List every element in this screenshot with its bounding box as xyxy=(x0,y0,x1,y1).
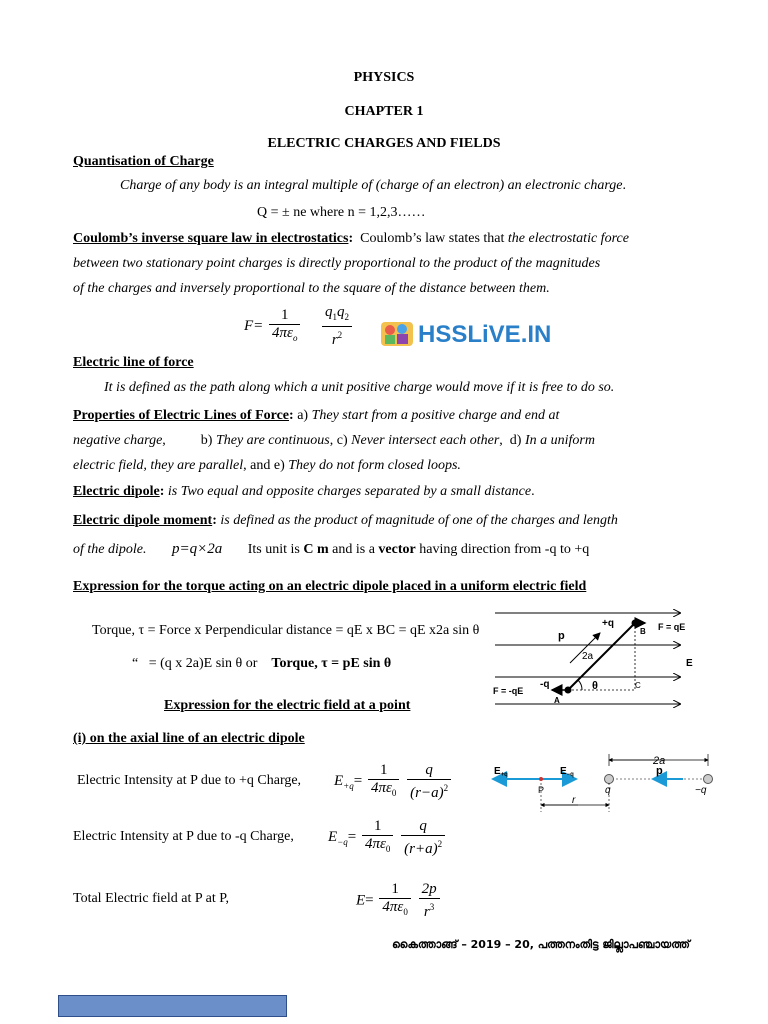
svg-text:P: P xyxy=(538,785,545,795)
dipole-moment-heading: Electric dipole moment xyxy=(73,513,213,528)
line-of-force-heading: Electric line of force xyxy=(73,355,194,370)
chapter-title: CHAPTER 1 xyxy=(344,104,424,119)
line-of-force-text: It is defined as the path along which a unit positive charge would move if it is free to do so. xyxy=(104,380,615,395)
torque-diagram xyxy=(490,603,700,713)
eminus-label: Electric Intensity at P due to -q Charge, xyxy=(73,829,294,844)
svg-text:θ: θ xyxy=(592,680,598,692)
svg-text:F = qE: F = qE xyxy=(658,622,686,632)
coulomb-paragraph: Coulomb’s inverse square law in electrostatics: Coulomb’s law states that the electrostatic force between two stationary point charges is directly proportional to the product of the magnitudes of the charges and inversely proportional to the square of the distance between them. xyxy=(73,231,629,296)
quantisation-text: Charge of any body is an integral multiple of (charge of an electron) an electronic charge. xyxy=(120,178,626,193)
field-heading: Expression for the electric field at a point xyxy=(164,698,411,713)
svg-text:2a: 2a xyxy=(582,651,594,662)
svg-text:A: A xyxy=(554,696,560,705)
svg-text:F = -qE: F = -qE xyxy=(493,686,524,696)
subject-title: PHYSICS xyxy=(353,70,415,85)
svg-text:−q: −q xyxy=(695,785,707,796)
torque-line-1: Torque, τ = Force x Perpendicular distance = qE x BC = qE x2a sin θ xyxy=(92,623,480,638)
svg-text:r: r xyxy=(572,795,576,806)
svg-text:+q: +q xyxy=(602,618,614,629)
svg-text:E−q: $E_{-q}$ xyxy=(560,766,574,778)
dipole-moment-formula: p=q×2a xyxy=(172,541,223,557)
hsslive-logo xyxy=(380,316,560,355)
etotal-label: Total Electric field at P at P, xyxy=(73,891,229,906)
dipole-moment-paragraph: Electric dipole moment: is defined as the product of magnitude of one of the charges and length of the dipole. p=q×2a Its unit is C m and is a vector having direction from -q to +q xyxy=(73,513,618,557)
axial-heading: (i) on the axial line of an electric dipole xyxy=(73,731,305,746)
svg-text:E: E xyxy=(686,658,693,669)
eplus-label: Electric Intensity at P due to +q Charge, xyxy=(77,773,302,788)
etotal-formula: E= $\frac{1}{4\pi\varepsilon_0}$ $\frac{2p}{r^3}$ xyxy=(356,881,442,921)
properties-heading: Properties of Electric Lines of Force xyxy=(73,408,290,423)
svg-text:2a: 2a xyxy=(653,755,666,767)
eplus-formula: $E_{+q}=$ $\frac{1}{4\pi\varepsilon_0}$ $\frac{q}{(r-a)^2}$ xyxy=(334,762,453,802)
properties-paragraph: Properties of Electric Lines of Force: a) They start from a positive charge and end at negative charge, b) They are continuous, c) Never intersect each other, d) In a uniform electric field, they are parallel, and e) They do not form closed loops. xyxy=(73,408,595,473)
svg-text:-q: -q xyxy=(540,679,550,690)
svg-text:B: B xyxy=(640,627,646,636)
svg-text:E+q: $E_{+q}$ xyxy=(494,766,508,778)
coulomb-formula: F= $\frac{1}{4\pi\varepsilon_o}$ $\frac{q_1q_2}{r^2}$ xyxy=(244,304,354,349)
dipole-heading: Electric dipole xyxy=(73,484,160,499)
axial-field-diagram xyxy=(488,750,723,820)
coulomb-heading: Coulomb’s inverse square law in electrostatics xyxy=(73,231,349,246)
torque-heading: Expression for the torque acting on an electric dipole placed in a uniform electric field xyxy=(73,579,587,594)
svg-text:HSSLiVE.IN: HSSLiVE.IN xyxy=(418,321,552,348)
dipole-definition: Electric dipole: is Two equal and opposite charges separated by a small distance. xyxy=(73,484,535,499)
svg-text:p: p xyxy=(656,765,663,777)
svg-text:p: p xyxy=(558,630,565,642)
quantisation-heading: Quantisation of Charge xyxy=(73,154,214,169)
quantisation-equation: Q = ± ne where n = 1,2,3…… xyxy=(257,205,426,220)
eminus-formula: $E_{-q}=$ $\frac{1}{4\pi\varepsilon_0}$ $\frac{q}{(r+a)^2}$ xyxy=(328,818,447,858)
svg-text:q: q xyxy=(605,785,611,796)
footer-bar xyxy=(58,995,287,1017)
footer-text: കൈത്താങ്ങ് – 2019 – 20, പത്തനംതിട്ട ജില്ലാപഞ്ചായത്ത് xyxy=(392,938,690,951)
torque-line-2: “ = (q x 2a)E sin θ or Torque, τ = pE sin θ xyxy=(132,656,392,671)
svg-text:C: C xyxy=(635,681,641,690)
page-title: ELECTRIC CHARGES AND FIELDS xyxy=(267,136,501,151)
